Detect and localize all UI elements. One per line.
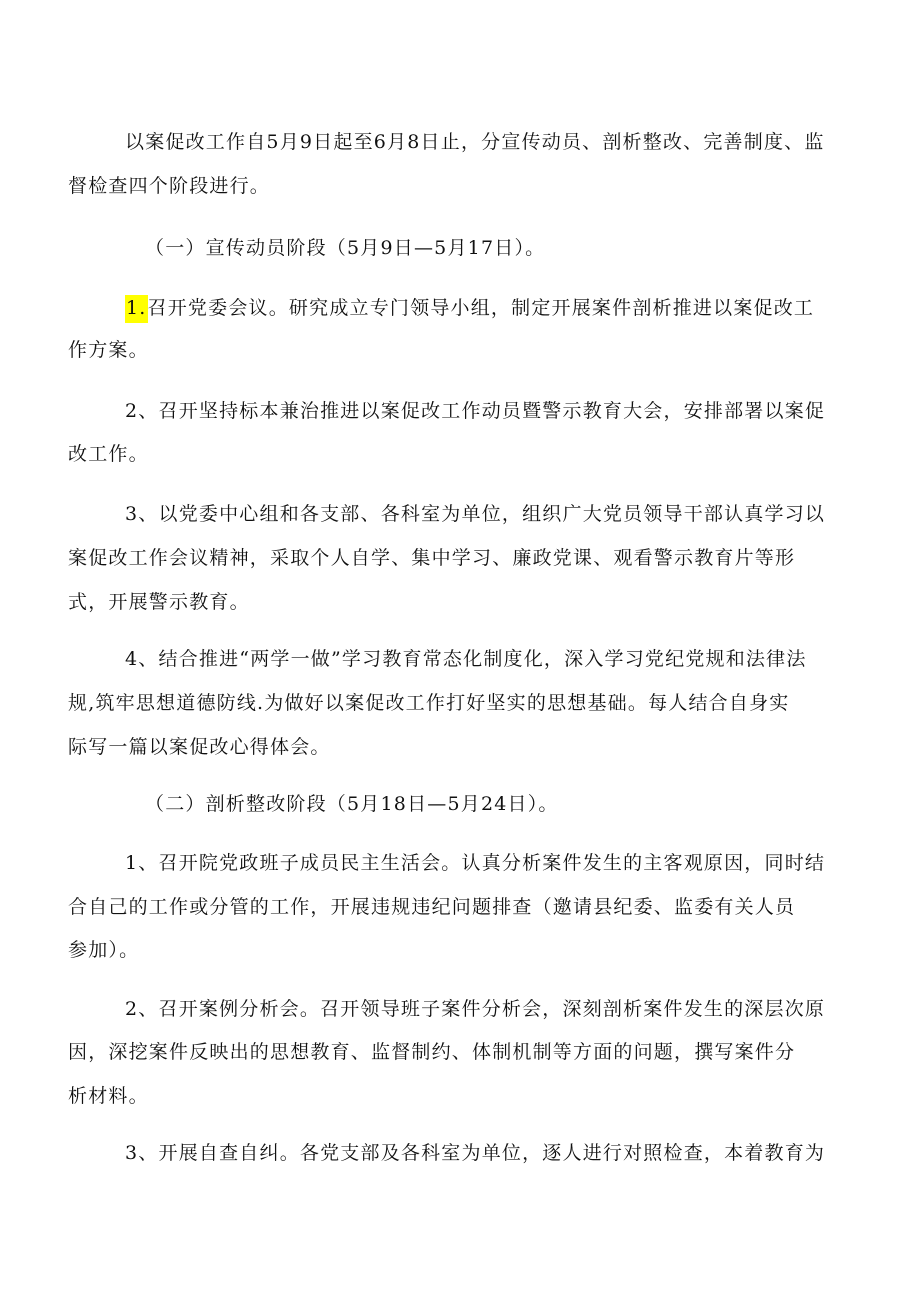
s2-item-1-line-2: 合自己的工作或分管的工作，开展违规违纪问题排查（邀请县纪委、监委有关人员 (68, 896, 796, 918)
item-4-line-2: 规,筑牢思想道德防线.为做好以案促改工作打好坚实的思想基础。每人结合自身实 (68, 692, 790, 714)
item-4-line-3: 际写一篇以案促改心得体会。 (68, 736, 331, 758)
item-4-line-1: 4、结合推进“两学一做”学习教育常态化制度化，深入学习党纪党规和法律法 (125, 648, 807, 670)
s2-item-2-line-1: 2、召开案例分析会。召开领导班子案件分析会，深刻剖析案件发生的深层次原 (125, 998, 826, 1020)
item-2-line-2: 改工作。 (68, 443, 149, 465)
s2-item-3-line-1: 3、开展自查自纠。各党支部及各科室为单位，逐人进行对照检查，本着教育为 (125, 1142, 826, 1164)
intro-line-2: 督检查四个阶段进行。 (68, 175, 271, 197)
item-3-line-2: 案促改工作会议精神，采取个人自学、集中学习、廉政党课、观看警示教育片等形 (68, 547, 796, 569)
intro-line-1: 以案促改工作自5月9日起至6月8日止，分宣传动员、剖析整改、完善制度、监 (125, 131, 825, 153)
item-3-line-3: 式，开展警示教育。 (68, 591, 250, 613)
item-1-first-line (125, 286, 814, 330)
section-2-heading-text: （二）剖析整改阶段（5月18日—5月24日）。 (145, 793, 559, 815)
s2-item-2-line-2: 因，深挖案件反映出的思想教育、监督制约、体制机制等方面的问题，撰写案件分 (68, 1041, 796, 1063)
item-3-line-1: 3、以党委中心组和各支部、各科室为单位，组织广大党员领导干部认真学习以 (125, 503, 826, 525)
s2-item-1-line-1: 1、召开院党政班子成员民主生活会。认真分析案件发生的主客观原因，同时结 (125, 852, 826, 874)
highlighted-number: 1. (125, 295, 148, 323)
item-2-line-1: 2、召开坚持标本兼治推进以案促改工作动员暨警示教育大会，安排部署以案促 (125, 400, 826, 422)
section-1-heading-text: （一）宣传动员阶段（5月9日—5月17日）。 (145, 237, 546, 259)
item-1-line-1-text: 召开党委会议。研究成立专门领导小组，制定开展案件剖析推进以案促改工 (147, 297, 815, 319)
s2-item-1-line-3: 参加）。 (68, 939, 140, 961)
s2-item-2-line-3: 析材料。 (68, 1085, 149, 1107)
item-1-line-2: 作方案。 (68, 339, 149, 361)
